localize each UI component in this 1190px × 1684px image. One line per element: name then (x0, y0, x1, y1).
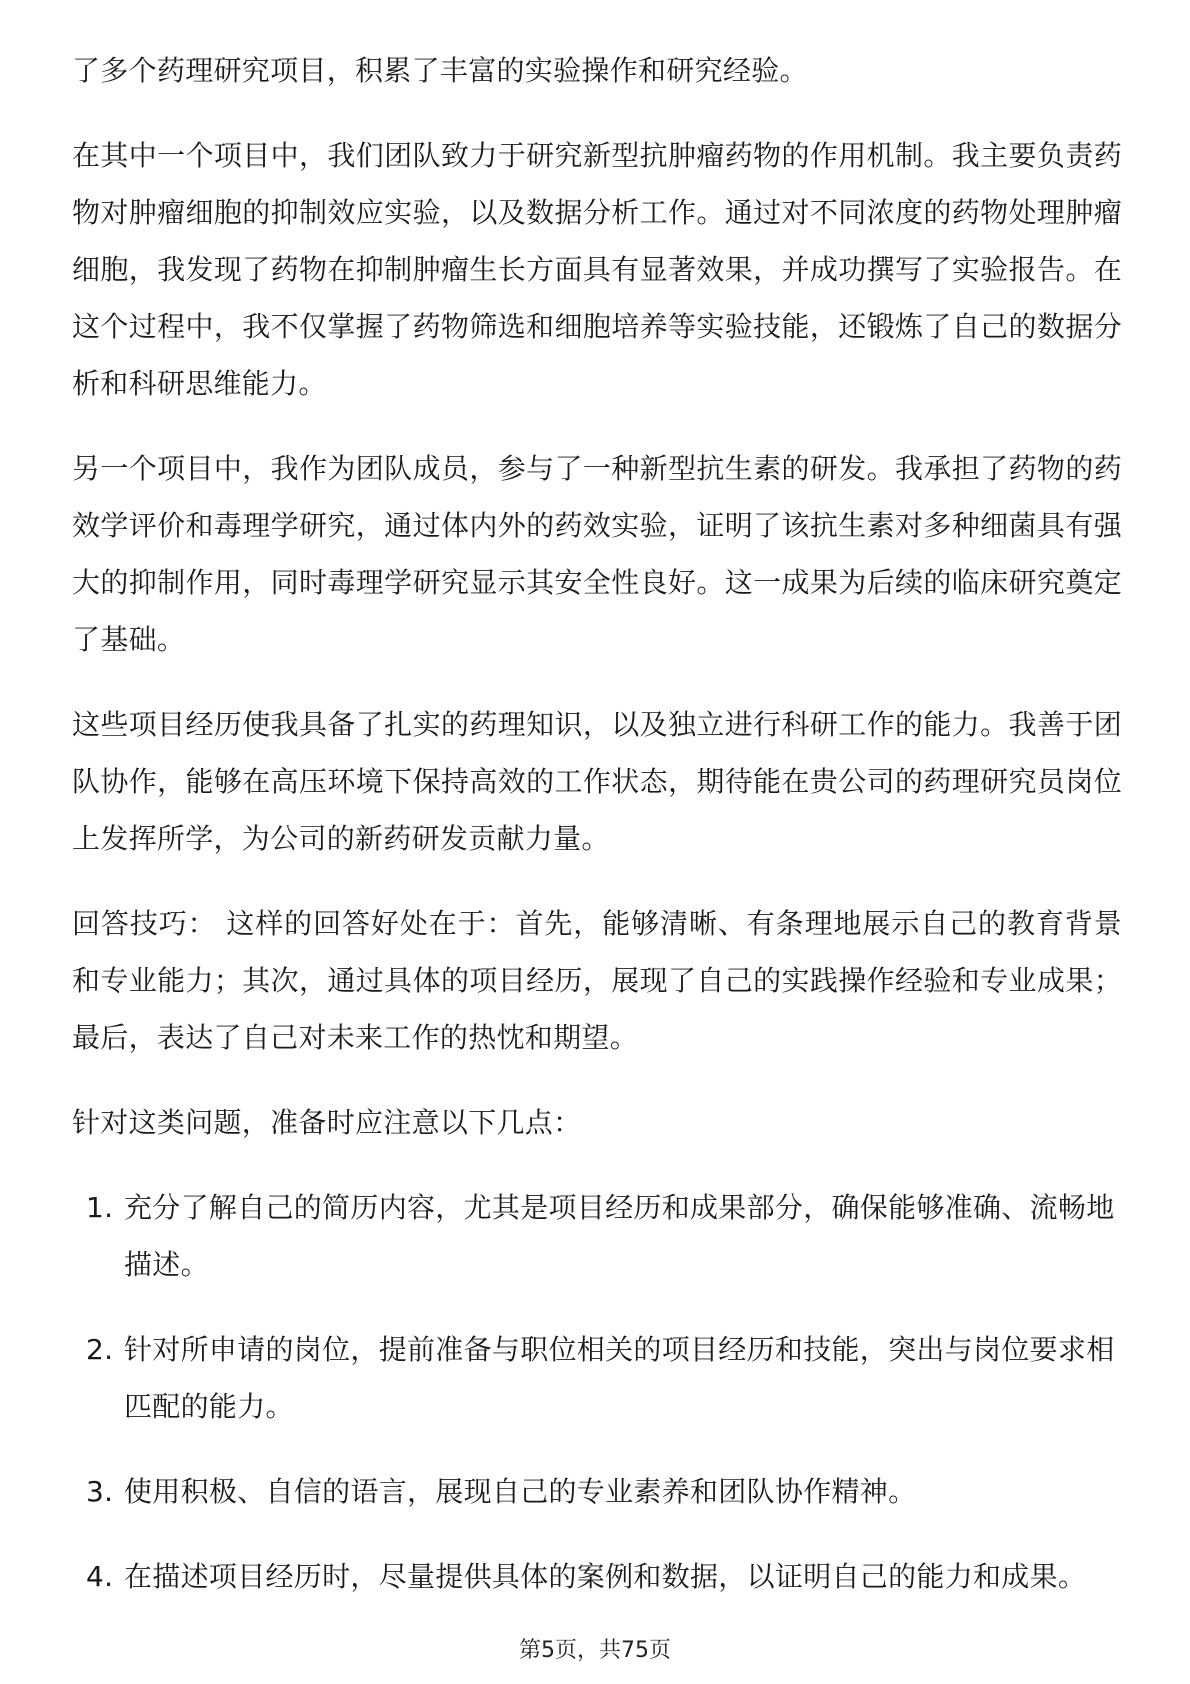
preparation-tips-list (72, 1179, 1122, 1605)
answer-tips-paragraph: 回答技巧： 这样的回答好处在于：首先，能够清晰、有条理地展示自己的教育背景和专业能力；其次，通过具体的项目经历，展现了自己的实践操作经验和专业成果；最后，表达了自己对未来工作的热忱和期望。 (72, 907, 1122, 1054)
list-item (72, 1321, 1122, 1435)
list-item-number: 3. (86, 1475, 114, 1508)
list-item-text: 在描述项目经历时，尽量提供具体的案例和数据，以证明自己的能力和成果。 (124, 1560, 1087, 1593)
paragraph: 在其中一个项目中，我们团队致力于研究新型抗肿瘤药物的作用机制。我主要负责药物对肿瘤细胞的抑制效应实验，以及数据分析工作。通过对不同浓度的药物处理肿瘤细胞，我发现了药物在抑制肿瘤生长方面具有显著效果，并成功撰写了实验报告。在这个过程中，我不仅掌握了药物筛选和细胞培养等实验技能，还锻炼了自己的数据分析和科研思维能力。 (72, 139, 1122, 400)
list-item-number: 1. (86, 1191, 114, 1224)
document-body (72, 42, 1122, 1633)
list-item-text: 充分了解自己的简历内容，尤其是项目经历和成果部分，确保能够准确、流畅地描述。 (124, 1191, 1115, 1281)
page-number-footer: 第5页，共75页 (519, 1638, 671, 1663)
list-item (72, 1463, 1122, 1520)
list-item-number: 4. (86, 1560, 114, 1593)
list-item-text: 使用积极、自信的语言，展现自己的专业素养和团队协作精神。 (124, 1475, 917, 1508)
list-item-number: 2. (86, 1333, 114, 1366)
paragraph: 了多个药理研究项目，积累了丰富的实验操作和研究经验。 (72, 54, 808, 87)
list-item (72, 1179, 1122, 1293)
preparation-intro: 针对这类问题，准备时应注意以下几点： (72, 1106, 582, 1139)
paragraph: 这些项目经历使我具备了扎实的药理知识，以及独立进行科研工作的能力。我善于团队协作，能够在高压环境下保持高效的工作状态，期待能在贵公司的药理研究员岗位上发挥所学，为公司的新药研发贡献力量。 (72, 708, 1122, 855)
list-item-text: 针对所申请的岗位，提前准备与职位相关的项目经历和技能，突出与岗位要求相匹配的能力。 (124, 1333, 1115, 1423)
list-item (72, 1548, 1122, 1605)
paragraph: 另一个项目中，我作为团队成员，参与了一种新型抗生素的研发。我承担了药物的药效学评价和毒理学研究，通过体内外的药效实验，证明了该抗生素对多种细菌具有强大的抑制作用，同时毒理学研究显示其安全性良好。这一成果为后续的临床研究奠定了基础。 (72, 452, 1122, 656)
